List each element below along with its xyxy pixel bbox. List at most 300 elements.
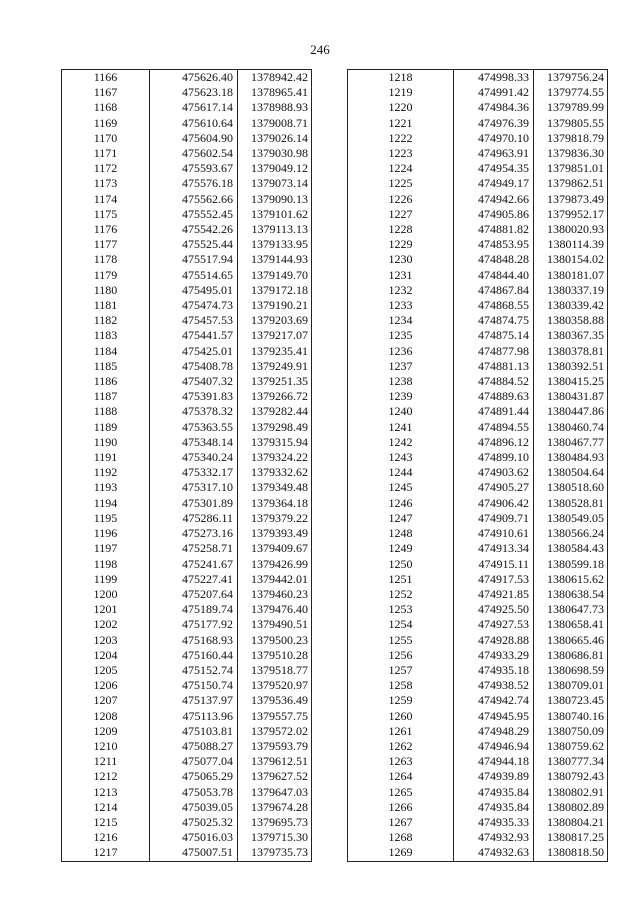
- y-coordinate-cell: 1380566.24: [534, 526, 608, 541]
- point-number-cell: 1236: [348, 344, 454, 359]
- y-coordinate-cell: 1380549.05: [534, 511, 608, 526]
- point-number-cell: 1188: [62, 404, 150, 419]
- table-row: [348, 648, 608, 663]
- point-number-cell: 1197: [62, 541, 150, 556]
- y-coordinate-cell: 1379627.52: [238, 769, 312, 784]
- point-number-cell: 1207: [62, 693, 150, 708]
- x-coordinate-cell: 475241.67: [150, 557, 238, 572]
- y-coordinate-cell: 1380467.77: [534, 435, 608, 450]
- y-coordinate-cell: 1379873.49: [534, 192, 608, 207]
- table-row: [348, 283, 608, 298]
- table-row: [348, 85, 608, 100]
- point-number-cell: 1219: [348, 85, 454, 100]
- x-coordinate-cell: 474935.18: [454, 663, 534, 678]
- table-row: [348, 374, 608, 389]
- point-number-cell: 1177: [62, 237, 150, 252]
- point-number-cell: 1181: [62, 298, 150, 313]
- table-row: [348, 815, 608, 830]
- point-number-cell: 1268: [348, 830, 454, 845]
- table-row: [62, 374, 312, 389]
- table-row: [62, 587, 312, 602]
- x-coordinate-cell: 474946.94: [454, 739, 534, 754]
- y-coordinate-cell: 1380599.18: [534, 557, 608, 572]
- y-coordinate-cell: 1379409.67: [238, 541, 312, 556]
- x-coordinate-cell: 474945.95: [454, 709, 534, 724]
- table-row: [62, 572, 312, 587]
- table-row: [348, 800, 608, 815]
- y-coordinate-cell: 1380484.93: [534, 450, 608, 465]
- y-coordinate-cell: 1380154.02: [534, 252, 608, 267]
- x-coordinate-cell: 474928.88: [454, 633, 534, 648]
- table-row: [348, 769, 608, 784]
- point-number-cell: 1205: [62, 663, 150, 678]
- x-coordinate-cell: 474884.52: [454, 374, 534, 389]
- point-number-cell: 1169: [62, 116, 150, 131]
- table-row: [348, 830, 608, 845]
- table-body-left: [62, 70, 312, 862]
- x-coordinate-cell: 474868.55: [454, 298, 534, 313]
- x-coordinate-cell: 474939.89: [454, 769, 534, 784]
- point-number-cell: 1226: [348, 192, 454, 207]
- table-row: [348, 557, 608, 572]
- table-row: [62, 70, 312, 86]
- table-row: [62, 313, 312, 328]
- point-number-cell: 1223: [348, 146, 454, 161]
- table-row: [348, 389, 608, 404]
- table-row: [62, 678, 312, 693]
- table-row: [348, 754, 608, 769]
- point-number-cell: 1208: [62, 709, 150, 724]
- x-coordinate-cell: 475053.78: [150, 785, 238, 800]
- y-coordinate-cell: 1379593.79: [238, 739, 312, 754]
- y-coordinate-cell: 1378965.41: [238, 85, 312, 100]
- point-number-cell: 1222: [348, 131, 454, 146]
- x-coordinate-cell: 474881.13: [454, 359, 534, 374]
- point-number-cell: 1263: [348, 754, 454, 769]
- y-coordinate-cell: 1379426.99: [238, 557, 312, 572]
- y-coordinate-cell: 1380447.86: [534, 404, 608, 419]
- table-row: [62, 404, 312, 419]
- table-row: [62, 465, 312, 480]
- y-coordinate-cell: 1380114.39: [534, 237, 608, 252]
- point-number-cell: 1183: [62, 328, 150, 343]
- y-coordinate-cell: 1379715.30: [238, 830, 312, 845]
- table-row: [348, 435, 608, 450]
- x-coordinate-cell: 475514.65: [150, 268, 238, 283]
- x-coordinate-cell: 474915.11: [454, 557, 534, 572]
- y-coordinate-cell: 1379324.22: [238, 450, 312, 465]
- table-row: [62, 176, 312, 191]
- x-coordinate-cell: 475168.93: [150, 633, 238, 648]
- x-coordinate-cell: 474921.85: [454, 587, 534, 602]
- point-number-cell: 1261: [348, 724, 454, 739]
- point-number-cell: 1200: [62, 587, 150, 602]
- x-coordinate-cell: 474905.86: [454, 207, 534, 222]
- table-row: [348, 268, 608, 283]
- y-coordinate-cell: 1379030.98: [238, 146, 312, 161]
- point-number-cell: 1172: [62, 161, 150, 176]
- point-number-cell: 1258: [348, 678, 454, 693]
- y-coordinate-cell: 1380709.01: [534, 678, 608, 693]
- x-coordinate-cell: 475137.97: [150, 693, 238, 708]
- point-number-cell: 1243: [348, 450, 454, 465]
- x-coordinate-cell: 475602.54: [150, 146, 238, 161]
- y-coordinate-cell: 1379818.79: [534, 131, 608, 146]
- point-number-cell: 1201: [62, 602, 150, 617]
- table-row: [348, 146, 608, 161]
- table-row: [62, 693, 312, 708]
- table-row: [348, 450, 608, 465]
- x-coordinate-cell: 475286.11: [150, 511, 238, 526]
- point-number-cell: 1220: [348, 100, 454, 115]
- table-row: [62, 754, 312, 769]
- table-row: [62, 359, 312, 374]
- x-coordinate-cell: 475474.73: [150, 298, 238, 313]
- x-coordinate-cell: 475189.74: [150, 602, 238, 617]
- table-row: [62, 785, 312, 800]
- x-coordinate-cell: 474935.84: [454, 800, 534, 815]
- x-coordinate-cell: 474867.84: [454, 283, 534, 298]
- table-row: [62, 207, 312, 222]
- y-coordinate-cell: 1380504.64: [534, 465, 608, 480]
- point-number-cell: 1182: [62, 313, 150, 328]
- table-row: [348, 131, 608, 146]
- x-coordinate-cell: 475623.18: [150, 85, 238, 100]
- y-coordinate-cell: 1379500.23: [238, 633, 312, 648]
- table-row: [62, 602, 312, 617]
- table-row: [62, 344, 312, 359]
- point-number-cell: 1186: [62, 374, 150, 389]
- point-number-cell: 1265: [348, 785, 454, 800]
- table-row: [62, 541, 312, 556]
- point-number-cell: 1254: [348, 617, 454, 632]
- table-row: [348, 420, 608, 435]
- table-row: [62, 769, 312, 784]
- point-number-cell: 1230: [348, 252, 454, 267]
- table-row: [348, 693, 608, 708]
- y-coordinate-cell: 1380460.74: [534, 420, 608, 435]
- x-coordinate-cell: 474889.63: [454, 389, 534, 404]
- point-number-cell: 1250: [348, 557, 454, 572]
- table-row: [348, 70, 608, 86]
- x-coordinate-cell: 475495.01: [150, 283, 238, 298]
- point-number-cell: 1260: [348, 709, 454, 724]
- point-number-cell: 1194: [62, 496, 150, 511]
- point-number-cell: 1257: [348, 663, 454, 678]
- point-number-cell: 1269: [348, 845, 454, 861]
- y-coordinate-cell: 1379510.28: [238, 648, 312, 663]
- x-coordinate-cell: 475542.26: [150, 222, 238, 237]
- point-number-cell: 1195: [62, 511, 150, 526]
- y-coordinate-cell: 1380759.62: [534, 739, 608, 754]
- point-number-cell: 1166: [62, 70, 150, 86]
- y-coordinate-cell: 1380367.35: [534, 328, 608, 343]
- y-coordinate-cell: 1379251.35: [238, 374, 312, 389]
- point-number-cell: 1214: [62, 800, 150, 815]
- point-number-cell: 1176: [62, 222, 150, 237]
- y-coordinate-cell: 1379101.62: [238, 207, 312, 222]
- point-number-cell: 1240: [348, 404, 454, 419]
- y-coordinate-cell: 1379364.18: [238, 496, 312, 511]
- x-coordinate-cell: 475016.03: [150, 830, 238, 845]
- table-row: [62, 100, 312, 115]
- x-coordinate-cell: 474844.40: [454, 268, 534, 283]
- x-coordinate-cell: 475039.05: [150, 800, 238, 815]
- y-coordinate-cell: 1380181.07: [534, 268, 608, 283]
- point-number-cell: 1168: [62, 100, 150, 115]
- table-row: [348, 344, 608, 359]
- x-coordinate-cell: 475332.17: [150, 465, 238, 480]
- point-number-cell: 1178: [62, 252, 150, 267]
- table-row: [62, 633, 312, 648]
- table-row: [62, 389, 312, 404]
- point-number-cell: 1264: [348, 769, 454, 784]
- x-coordinate-cell: 474944.18: [454, 754, 534, 769]
- table-row: [348, 480, 608, 495]
- table-row: [348, 328, 608, 343]
- y-coordinate-cell: 1380615.62: [534, 572, 608, 587]
- x-coordinate-cell: 474891.44: [454, 404, 534, 419]
- y-coordinate-cell: 1379008.71: [238, 116, 312, 131]
- y-coordinate-cell: 1379518.77: [238, 663, 312, 678]
- y-coordinate-cell: 1380518.60: [534, 480, 608, 495]
- point-number-cell: 1199: [62, 572, 150, 587]
- point-number-cell: 1198: [62, 557, 150, 572]
- y-coordinate-cell: 1380638.54: [534, 587, 608, 602]
- point-number-cell: 1231: [348, 268, 454, 283]
- x-coordinate-cell: 475088.27: [150, 739, 238, 754]
- x-coordinate-cell: 474917.53: [454, 572, 534, 587]
- y-coordinate-cell: 1380818.50: [534, 845, 608, 861]
- x-coordinate-cell: 475610.64: [150, 116, 238, 131]
- table-row: [62, 724, 312, 739]
- y-coordinate-cell: 1380802.89: [534, 800, 608, 815]
- x-coordinate-cell: 474899.10: [454, 450, 534, 465]
- x-coordinate-cell: 475317.10: [150, 480, 238, 495]
- x-coordinate-cell: 475227.41: [150, 572, 238, 587]
- table-row: [62, 283, 312, 298]
- y-coordinate-cell: 1379133.95: [238, 237, 312, 252]
- y-coordinate-cell: 1379379.22: [238, 511, 312, 526]
- y-coordinate-cell: 1379647.03: [238, 785, 312, 800]
- x-coordinate-cell: 474927.53: [454, 617, 534, 632]
- x-coordinate-cell: 474894.55: [454, 420, 534, 435]
- x-coordinate-cell: 475617.14: [150, 100, 238, 115]
- y-coordinate-cell: 1379612.51: [238, 754, 312, 769]
- table-row: [62, 709, 312, 724]
- x-coordinate-cell: 474875.14: [454, 328, 534, 343]
- y-coordinate-cell: 1380686.81: [534, 648, 608, 663]
- point-number-cell: 1167: [62, 85, 150, 100]
- point-number-cell: 1202: [62, 617, 150, 632]
- x-coordinate-cell: 475273.16: [150, 526, 238, 541]
- table-row: [62, 450, 312, 465]
- x-coordinate-cell: 475425.01: [150, 344, 238, 359]
- x-coordinate-cell: 475160.44: [150, 648, 238, 663]
- y-coordinate-cell: 1379774.55: [534, 85, 608, 100]
- table-row: [348, 739, 608, 754]
- x-coordinate-cell: 475552.45: [150, 207, 238, 222]
- point-number-cell: 1229: [348, 237, 454, 252]
- y-coordinate-cell: 1380804.21: [534, 815, 608, 830]
- x-coordinate-cell: 474906.42: [454, 496, 534, 511]
- point-number-cell: 1267: [348, 815, 454, 830]
- point-number-cell: 1215: [62, 815, 150, 830]
- point-number-cell: 1175: [62, 207, 150, 222]
- point-number-cell: 1209: [62, 724, 150, 739]
- point-number-cell: 1218: [348, 70, 454, 86]
- point-number-cell: 1235: [348, 328, 454, 343]
- x-coordinate-cell: 474935.33: [454, 815, 534, 830]
- y-coordinate-cell: 1380392.51: [534, 359, 608, 374]
- table-row: [62, 146, 312, 161]
- point-number-cell: 1242: [348, 435, 454, 450]
- x-coordinate-cell: 474932.93: [454, 830, 534, 845]
- x-coordinate-cell: 475025.32: [150, 815, 238, 830]
- y-coordinate-cell: 1379862.51: [534, 176, 608, 191]
- table-row: [348, 161, 608, 176]
- x-coordinate-cell: 475065.29: [150, 769, 238, 784]
- table-row: [348, 587, 608, 602]
- coordinates-table-left: [61, 69, 312, 862]
- x-coordinate-cell: 474976.39: [454, 116, 534, 131]
- y-coordinate-cell: 1380584.43: [534, 541, 608, 556]
- point-number-cell: 1191: [62, 450, 150, 465]
- point-number-cell: 1187: [62, 389, 150, 404]
- x-coordinate-cell: 474896.12: [454, 435, 534, 450]
- x-coordinate-cell: 474913.34: [454, 541, 534, 556]
- y-coordinate-cell: 1379460.23: [238, 587, 312, 602]
- point-number-cell: 1204: [62, 648, 150, 663]
- point-number-cell: 1192: [62, 465, 150, 480]
- x-coordinate-cell: 475517.94: [150, 252, 238, 267]
- point-number-cell: 1170: [62, 131, 150, 146]
- table-row: [348, 237, 608, 252]
- y-coordinate-cell: 1379149.70: [238, 268, 312, 283]
- y-coordinate-cell: 1379144.93: [238, 252, 312, 267]
- table-body-right: [348, 70, 608, 862]
- y-coordinate-cell: 1379049.12: [238, 161, 312, 176]
- y-coordinate-cell: 1379332.62: [238, 465, 312, 480]
- y-coordinate-cell: 1379851.01: [534, 161, 608, 176]
- table-row: [348, 526, 608, 541]
- table-row: [348, 207, 608, 222]
- table-row: [62, 511, 312, 526]
- x-coordinate-cell: 474991.42: [454, 85, 534, 100]
- x-coordinate-cell: 475391.83: [150, 389, 238, 404]
- x-coordinate-cell: 474881.82: [454, 222, 534, 237]
- table-row: [62, 268, 312, 283]
- point-number-cell: 1184: [62, 344, 150, 359]
- table-row: [348, 252, 608, 267]
- table-row: [62, 435, 312, 450]
- table-row: [62, 237, 312, 252]
- x-coordinate-cell: 474848.28: [454, 252, 534, 267]
- table-row: [62, 298, 312, 313]
- point-number-cell: 1173: [62, 176, 150, 191]
- point-number-cell: 1216: [62, 830, 150, 845]
- y-coordinate-cell: 1379789.99: [534, 100, 608, 115]
- table-row: [348, 359, 608, 374]
- x-coordinate-cell: 474905.27: [454, 480, 534, 495]
- point-number-cell: 1248: [348, 526, 454, 541]
- point-number-cell: 1193: [62, 480, 150, 495]
- point-number-cell: 1246: [348, 496, 454, 511]
- point-number-cell: 1211: [62, 754, 150, 769]
- table-row: [62, 116, 312, 131]
- x-coordinate-cell: 474932.63: [454, 845, 534, 861]
- y-coordinate-cell: 1380431.87: [534, 389, 608, 404]
- table-row: [62, 663, 312, 678]
- point-number-cell: 1244: [348, 465, 454, 480]
- point-number-cell: 1255: [348, 633, 454, 648]
- x-coordinate-cell: 475457.53: [150, 313, 238, 328]
- x-coordinate-cell: 474963.91: [454, 146, 534, 161]
- point-number-cell: 1239: [348, 389, 454, 404]
- x-coordinate-cell: 475407.32: [150, 374, 238, 389]
- x-coordinate-cell: 474874.75: [454, 313, 534, 328]
- x-coordinate-cell: 475077.04: [150, 754, 238, 769]
- y-coordinate-cell: 1380358.88: [534, 313, 608, 328]
- y-coordinate-cell: 1379490.51: [238, 617, 312, 632]
- point-number-cell: 1224: [348, 161, 454, 176]
- point-number-cell: 1180: [62, 283, 150, 298]
- y-coordinate-cell: 1380802.91: [534, 785, 608, 800]
- point-number-cell: 1210: [62, 739, 150, 754]
- table-row: [62, 85, 312, 100]
- point-number-cell: 1241: [348, 420, 454, 435]
- x-coordinate-cell: 474954.35: [454, 161, 534, 176]
- x-coordinate-cell: 474942.74: [454, 693, 534, 708]
- x-coordinate-cell: 475525.44: [150, 237, 238, 252]
- table-row: [62, 617, 312, 632]
- y-coordinate-cell: 1380750.09: [534, 724, 608, 739]
- point-number-cell: 1196: [62, 526, 150, 541]
- y-coordinate-cell: 1380020.93: [534, 222, 608, 237]
- point-number-cell: 1238: [348, 374, 454, 389]
- coordinates-table-right: [347, 69, 608, 862]
- point-number-cell: 1213: [62, 785, 150, 800]
- y-coordinate-cell: 1380723.45: [534, 693, 608, 708]
- y-coordinate-cell: 1379536.49: [238, 693, 312, 708]
- table-row: [62, 648, 312, 663]
- point-number-cell: 1217: [62, 845, 150, 861]
- table-row: [62, 800, 312, 815]
- point-number-cell: 1185: [62, 359, 150, 374]
- table-row: [62, 252, 312, 267]
- table-row: [62, 480, 312, 495]
- x-coordinate-cell: 475150.74: [150, 678, 238, 693]
- x-coordinate-cell: 475152.74: [150, 663, 238, 678]
- table-row: [348, 724, 608, 739]
- point-number-cell: 1259: [348, 693, 454, 708]
- y-coordinate-cell: 1379735.73: [238, 845, 312, 861]
- y-coordinate-cell: 1379476.40: [238, 602, 312, 617]
- x-coordinate-cell: 475378.32: [150, 404, 238, 419]
- x-coordinate-cell: 475408.78: [150, 359, 238, 374]
- y-coordinate-cell: 1379349.48: [238, 480, 312, 495]
- point-number-cell: 1212: [62, 769, 150, 784]
- y-coordinate-cell: 1378942.42: [238, 70, 312, 86]
- y-coordinate-cell: 1379298.49: [238, 420, 312, 435]
- y-coordinate-cell: 1379235.41: [238, 344, 312, 359]
- point-number-cell: 1203: [62, 633, 150, 648]
- y-coordinate-cell: 1379557.75: [238, 709, 312, 724]
- x-coordinate-cell: 475340.24: [150, 450, 238, 465]
- table-row: [62, 845, 312, 861]
- point-number-cell: 1237: [348, 359, 454, 374]
- x-coordinate-cell: 474933.29: [454, 648, 534, 663]
